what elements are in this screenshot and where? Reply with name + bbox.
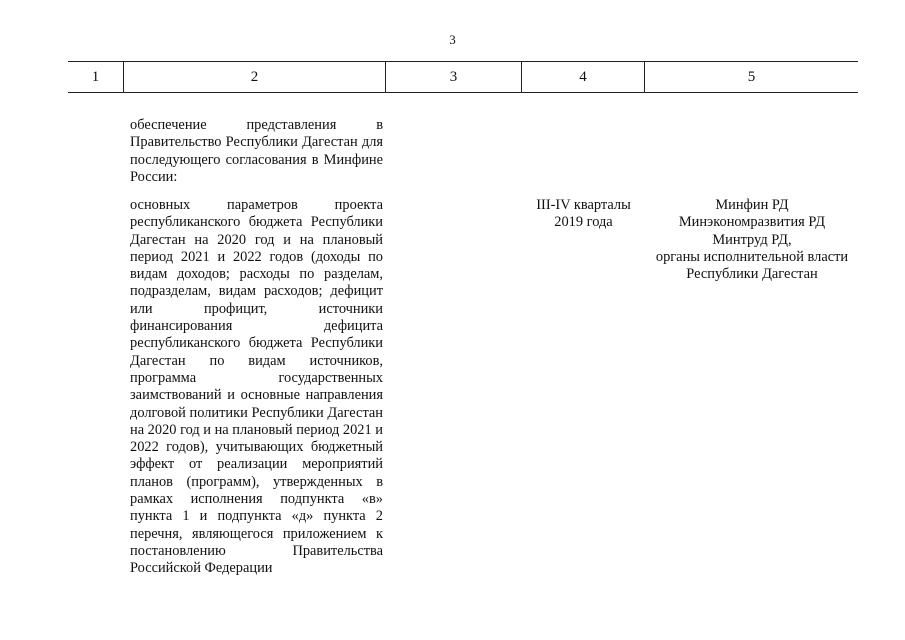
column-header-3: 3 [386,62,522,92]
deadline-line: 2019 года [554,214,613,231]
column-header-4: 4 [522,62,645,92]
deadline-line: III-IV кварталы [536,197,631,213]
page-number: 3 [449,32,456,47]
column-header-2: 2 [124,62,386,92]
table-header-row [68,61,858,93]
column-header-5: 5 [747,68,756,85]
intro-paragraph: обеспечение представления в Правительство Республики Дагестан для последующего согласования в Минфине России: [130,117,383,185]
executor-line: Минэкономразвития РД [678,214,826,231]
column-header-1: 1 [68,62,124,92]
executor-line: Минтруд РД, [712,231,792,248]
executors-cell [645,197,859,283]
executor-line: органы исполнительной власти [655,248,849,265]
measure-description: основных параметров проекта республиканского бюджета Республики Дагестан на 2020 год и на плановый период 2021 и 2022 годов (доходы по видам доходов; расходы по разделам, подразделам, видам расходов; дефицит или профицит, источники финансирования дефицита республиканского бюджета Республики Дагестан по видам источников, программа государственных заимствований и основные направления долговой политики Республики Дагестан на 2020 год и на плановый период 2021 и 2022 годов), учитывающих бюджетный эффект от реализации мероприятий планов (программ), утвержденных в рамках исполнения подпункта «в» пункта 1 и подпункта «д» пункта 2 перечня, являющегося приложением к постановлению Правительства Российской Федерации [130,197,383,577]
executor-line: Минфин РД [715,197,789,213]
deadline-cell [522,197,645,232]
executor-line: Республики Дагестан [686,266,818,283]
